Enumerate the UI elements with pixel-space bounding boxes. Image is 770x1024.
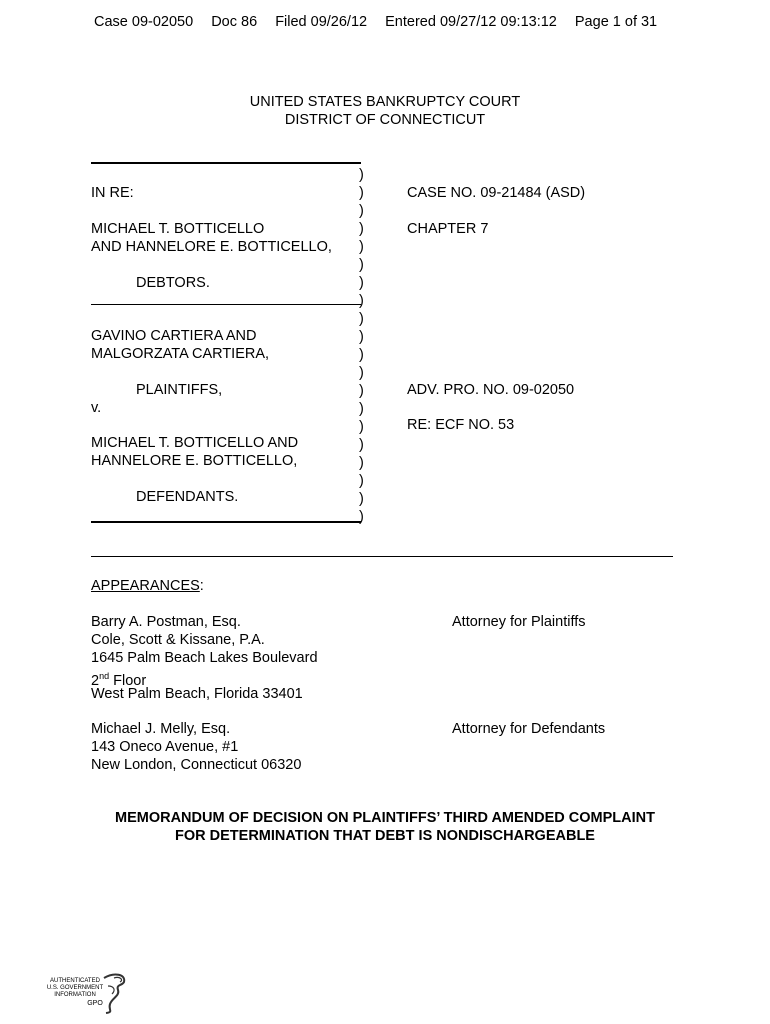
ecf-reference: RE: ECF NO. 53 <box>407 417 515 433</box>
paren: ) <box>359 329 364 345</box>
gpo-authentication-seal <box>44 970 134 1018</box>
eagle-icon <box>100 972 130 1014</box>
paren: ) <box>359 365 364 381</box>
paren: ) <box>359 455 364 471</box>
seal-line1: AUTHENTICATED <box>50 978 100 984</box>
paren: ) <box>359 275 364 291</box>
docket-header <box>94 14 657 30</box>
seal-line4: GPO <box>87 1000 103 1007</box>
paren: ) <box>359 509 364 525</box>
defendant-counsel-name: Michael J. Melly, Esq. <box>91 721 231 737</box>
paren: ) <box>359 221 364 237</box>
caption-middle-rule <box>91 304 361 305</box>
paren: ) <box>359 437 364 453</box>
court-district: DISTRICT OF CONNECTICUT <box>284 112 486 128</box>
paren: ) <box>359 239 364 255</box>
paren: ) <box>359 491 364 507</box>
debtor-name-line1: MICHAEL T. BOTTICELLO <box>91 221 265 237</box>
in-re-label: IN RE: <box>91 185 134 201</box>
paren: ) <box>359 311 364 327</box>
paren: ) <box>359 203 364 219</box>
plaintiff-counsel-firm: Cole, Scott & Kissane, P.A. <box>91 632 265 648</box>
paren: ) <box>359 419 364 435</box>
plaintiffs-label: PLAINTIFFS, <box>136 382 223 398</box>
paren: ) <box>359 347 364 363</box>
memorandum-title-line1: MEMORANDUM OF DECISION ON PLAINTIFFS’ THIRD AMENDED COMPLAINT <box>115 810 655 826</box>
adversary-proceeding-number: ADV. PRO. NO. 09-02050 <box>407 382 575 398</box>
debtors-label: DEBTORS. <box>136 275 210 291</box>
plaintiff-counsel-role: Attorney for Plaintiffs <box>452 614 586 630</box>
plaintiff-counsel-address: 1645 Palm Beach Lakes Boulevard <box>91 650 318 666</box>
section-divider <box>91 556 673 557</box>
header-entered: Entered 09/27/12 09:13:12 <box>385 14 557 30</box>
seal-line3: INFORMATION <box>54 992 96 998</box>
paren: ) <box>359 167 364 183</box>
plaintiff-name-line2: MALGORZATA CARTIERA, <box>91 346 270 362</box>
paren: ) <box>359 257 364 273</box>
plaintiff-counsel-name: Barry A. Postman, Esq. <box>91 614 241 630</box>
paren: ) <box>359 383 364 399</box>
defendant-counsel-address: 143 Oneco Avenue, #1 <box>91 739 239 755</box>
plaintiff-counsel-city: West Palm Beach, Florida 33401 <box>91 686 303 702</box>
paren: ) <box>359 401 364 417</box>
court-name: UNITED STATES BANKRUPTCY COURT <box>249 94 521 110</box>
chapter-label: CHAPTER 7 <box>407 221 489 237</box>
defendant-name-line2: HANNELORE E. BOTTICELLO, <box>91 453 298 469</box>
appearances-heading: APPEARANCES: <box>91 578 204 594</box>
paren: ) <box>359 293 364 309</box>
header-page: Page 1 of 31 <box>574 14 658 30</box>
defendants-label: DEFENDANTS. <box>136 489 239 505</box>
plaintiff-counsel-floor: 2nd Floor <box>91 671 147 689</box>
caption-top-rule <box>91 162 361 164</box>
plaintiff-name-line1: GAVINO CARTIERA AND <box>91 328 257 344</box>
seal-line2: U.S. GOVERNMENT <box>46 985 104 991</box>
header-doc: Doc 86 <box>211 14 258 30</box>
case-number: CASE NO. 09-21484 (ASD) <box>407 185 586 201</box>
defendant-counsel-role: Attorney for Defendants <box>452 721 606 737</box>
header-case: Case 09-02050 <box>94 14 194 30</box>
defendant-name-line1: MICHAEL T. BOTTICELLO AND <box>91 435 299 451</box>
header-filed: Filed 09/26/12 <box>275 14 368 30</box>
paren: ) <box>359 473 364 489</box>
caption-bottom-rule <box>91 521 361 523</box>
debtor-name-line2: AND HANNELORE E. BOTTICELLO, <box>91 239 332 255</box>
paren: ) <box>359 185 364 201</box>
defendant-counsel-city: New London, Connecticut 06320 <box>91 757 302 773</box>
versus-label: v. <box>91 400 102 416</box>
memorandum-title-line2: FOR DETERMINATION THAT DEBT IS NONDISCHARGEABLE <box>175 828 595 844</box>
